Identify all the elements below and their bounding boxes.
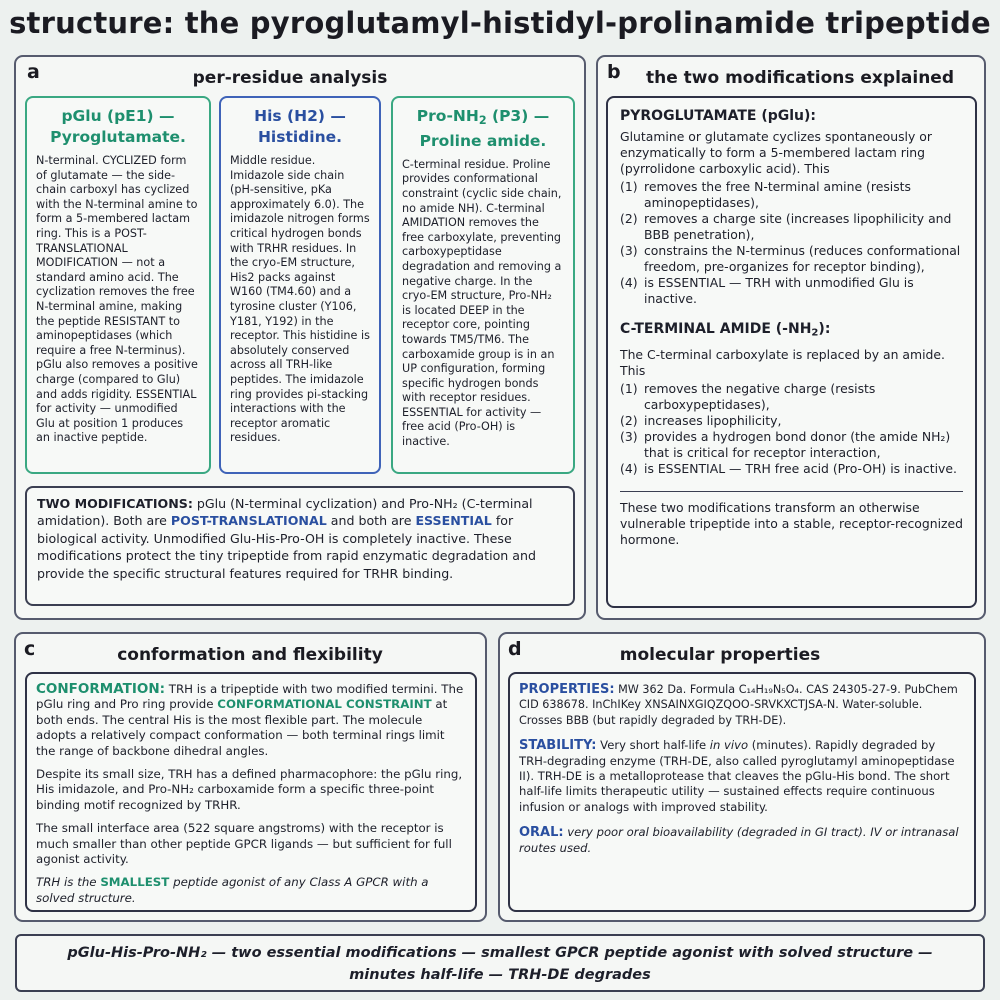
divider: [620, 491, 963, 492]
modifications-summary: TWO MODIFICATIONS: pGlu (N-terminal cyclization) and Pro-NH₂ (C-terminal amidation). Both are POST-TRANSLATIONAL and both are ESSENTIAL for biological activity. Unmodified Glu-His-Pro-OH is completely inactive. These modifications protect the tiny tripeptide from rapid enzymatic degradation and provide the specific structural features required for TRHR binding.: [25, 486, 575, 606]
list-item: (4) is ESSENTIAL — TRH free acid (Pro-OH) is inactive.: [620, 460, 957, 476]
list-item: (3) constrains the N-terminus (reduces conformational freedom, pre-organizes for receptor binding),: [620, 243, 961, 274]
panel-d-title: molecular properties: [619, 645, 821, 665]
pyroglutamate-list: [620, 179, 963, 307]
list-item: (1) removes the free N-terminal amine (resists aminopeptidases),: [620, 179, 911, 210]
residue-card-his: [219, 96, 381, 474]
footer-line-2: minutes half-life — TRH-DE degrades: [349, 967, 651, 983]
panel-c-title: conformation and flexibility: [117, 645, 383, 665]
list-item: (3) provides a hydrogen bond donor (the amide NH₂) that is critical for receptor interaction,: [620, 428, 951, 460]
residue-card-pglu: [25, 96, 211, 474]
list-item: (1) removes the negative charge (resists carboxypeptidases),: [620, 380, 876, 412]
panel-b-title: the two modifications explained: [645, 68, 954, 88]
panel-a-title: per-residue analysis: [192, 68, 388, 88]
residue-card-pro-title: Pro-$NH_2$ (P3) — Proline amide.: [416, 107, 550, 150]
list-item: (2) removes a charge site (increases lipophilicity and BBB penetration),: [620, 211, 952, 242]
list-item: (2) increases lipophilicity,: [620, 412, 782, 428]
pyroglutamate-heading: PYROGLUTAMATE (pGlu):: [620, 108, 816, 124]
residue-card-pglu-title: pGlu (pE1) — Pyroglutamate.: [50, 107, 186, 146]
residue-card-pro-body: C-terminal residue. Proline provides conformational constraint (cyclic side chain, no amide NH). C-terminal AMIDATION removes the free carboxylate, preventing carboxypeptidase degradation and removing a negative charge. In the cryo-EM structure, Pro-NH₂ is located DEEP in the receptor core, pointing towards TM5/TM6. The carboxamide group is in an UP configuration, forming specific hydrogen bonds with receptor residues. ESSENTIAL for activity — free acid (Pro-OH) is inactive.: [402, 157, 562, 449]
residue-card-his-title: His (H2) — Histidine.: [254, 107, 346, 146]
list-item: (4) is ESSENTIAL — TRH with unmodified Glu is inactive.: [620, 275, 914, 306]
properties-box: PROPERTIES: MW 362 Da. Formula C₁₄H₁₉N₅O₄. CAS 24305-27-9. PubChem CID 638678. InChIKey XNSAINXGIQZQOO-SRVKXCTJSA-N. Water-soluble. Crosses BBB (but rapidly degraded by TRH-DE). STABILITY: Very short half-life in vivo (minutes). Rapidly degraded by TRH-degrading enzyme (TRH-DE, also called pyroglutamyl aminopeptidase II). TRH-DE is a metalloprotease that cleaves the pGlu-His bond. The short half-life limits therapeutic utility — sustained effects require continuous infusion or analogs with improved stability. ORAL: very poor oral bioavailability (degraded in GI tract). IV or intranasal routes used.: [508, 672, 976, 912]
panel-a-label: a: [27, 61, 40, 83]
panel-d-label: d: [508, 638, 522, 660]
modifications-conclusion: These two modifications transform an otherwise vulnerable tripeptide into a stable, receptor-recognized hormone.: [620, 499, 964, 547]
amide-heading: C-TERMINAL AMIDE $(-NH_2)$:: [620, 321, 831, 339]
modifications-detail: [606, 96, 977, 608]
panel-b-label: b: [607, 61, 621, 83]
pyroglutamate-intro: Glutamine or glutamate cyclizes spontaneously or enzymatically to form a 5-membered lactam ring (pyrrolidone carboxylic acid). This: [620, 129, 932, 176]
panel-c-label: c: [24, 638, 36, 660]
amide-intro: The C-terminal carboxylate is replaced by an amide. This: [620, 346, 945, 378]
amide-list: [620, 381, 963, 477]
residue-card-pglu-body: N-terminal. CYCLIZED form of glutamate — the side-chain carboxyl has cyclized with the N-terminal amine to form a 5-membered lactam ring. This is a POST-TRANSLATIONAL MODIFICATION — not a standard amino acid. The cyclization removes the free N-terminal amine, making the peptide RESISTANT to aminopeptidases (which require a free N-terminus). pGlu also removes a positive charge (compared to Glu) and adds rigidity. ESSENTIAL for activity — unmodified Glu at position 1 produces an inactive peptide.: [36, 154, 198, 445]
conformation-box: CONFORMATION: TRH is a tripeptide with two modified termini. The pGlu ring and Pro ring provide CONFORMATIONAL CONSTRAINT at both ends. The central His is the most flexible part. The molecule adopts a relatively compact conformation — both terminal rings limit the range of backbone dihedral angles. Despite its small size, TRH has a defined pharmacophore: the pGlu ring, His imidazole, and Pro-NH₂ carboxamide form a specific three-point binding motif recognized by TRHR. The small interface area (522 square angstroms) with the receptor is much smaller than other peptide GPCR ligands — but sufficient for full agonist activity. TRH is the SMALLEST peptide agonist of any Class A GPCR with a solved structure.: [25, 672, 477, 912]
footer-line-1: pGlu-His-Pro-NH₂ — two essential modifications — smallest GPCR peptide agonist with solved structure —: [67, 945, 933, 961]
residue-card-pro: [391, 96, 575, 474]
page-title: structure: the pyroglutamyl-histidyl-prolinamide tripeptide: [9, 6, 991, 40]
footer-summary: [15, 934, 985, 992]
residue-card-his-body: Middle residue. Imidazole side chain (pH-sensitive, pKa approximately 6.0). The imidazole nitrogen forms critical hydrogen bonds with TRHR residues. In the cryo-EM structure, His2 packs against W160 (TM4.60) and a tyrosine cluster (Y106, Y181, Y192) in the receptor. This histidine is absolutely conserved across all TRH-like peptides. The imidazole ring provides pi-stacking interactions with the receptor aromatic residues.: [230, 154, 370, 445]
